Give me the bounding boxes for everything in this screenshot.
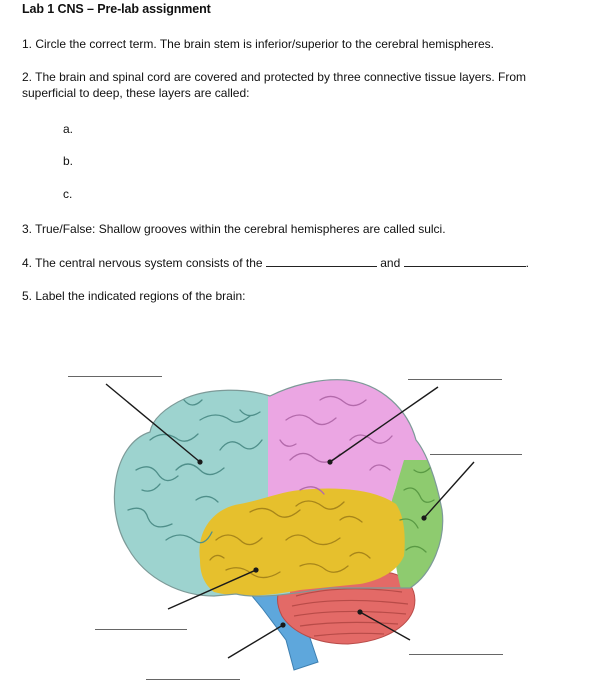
question-1: 1. Circle the correct term. The brain stem is inferior/superior to the cerebral hemispheres. xyxy=(22,37,494,51)
question-2: 2. The brain and spinal cord are covered and protected by three connective tissue layers. From superficial to deep, these layers are called: xyxy=(22,70,527,100)
label-line-6[interactable] xyxy=(146,679,240,680)
option-a-label: a. xyxy=(63,122,74,136)
document-title: Lab 1 CNS – Pre-lab assignment xyxy=(22,2,211,16)
label-line-1[interactable] xyxy=(68,376,162,377)
label-line-5[interactable] xyxy=(409,654,503,655)
option-c-label: c. xyxy=(63,187,73,201)
question-5: 5. Label the indicated regions of the brain: xyxy=(22,289,246,303)
label-line-2[interactable] xyxy=(408,379,502,380)
question-4-suffix: . xyxy=(525,256,529,270)
label-line-3[interactable] xyxy=(430,454,522,455)
question-4-prefix: 4. The central nervous system consists of the xyxy=(22,256,263,270)
label-line-4[interactable] xyxy=(95,629,187,630)
question-3: 3. True/False: Shallow grooves within the cerebral hemispheres are called sulci. xyxy=(22,222,446,236)
question-4-and: and xyxy=(380,256,401,270)
option-b-label: b. xyxy=(63,154,74,168)
